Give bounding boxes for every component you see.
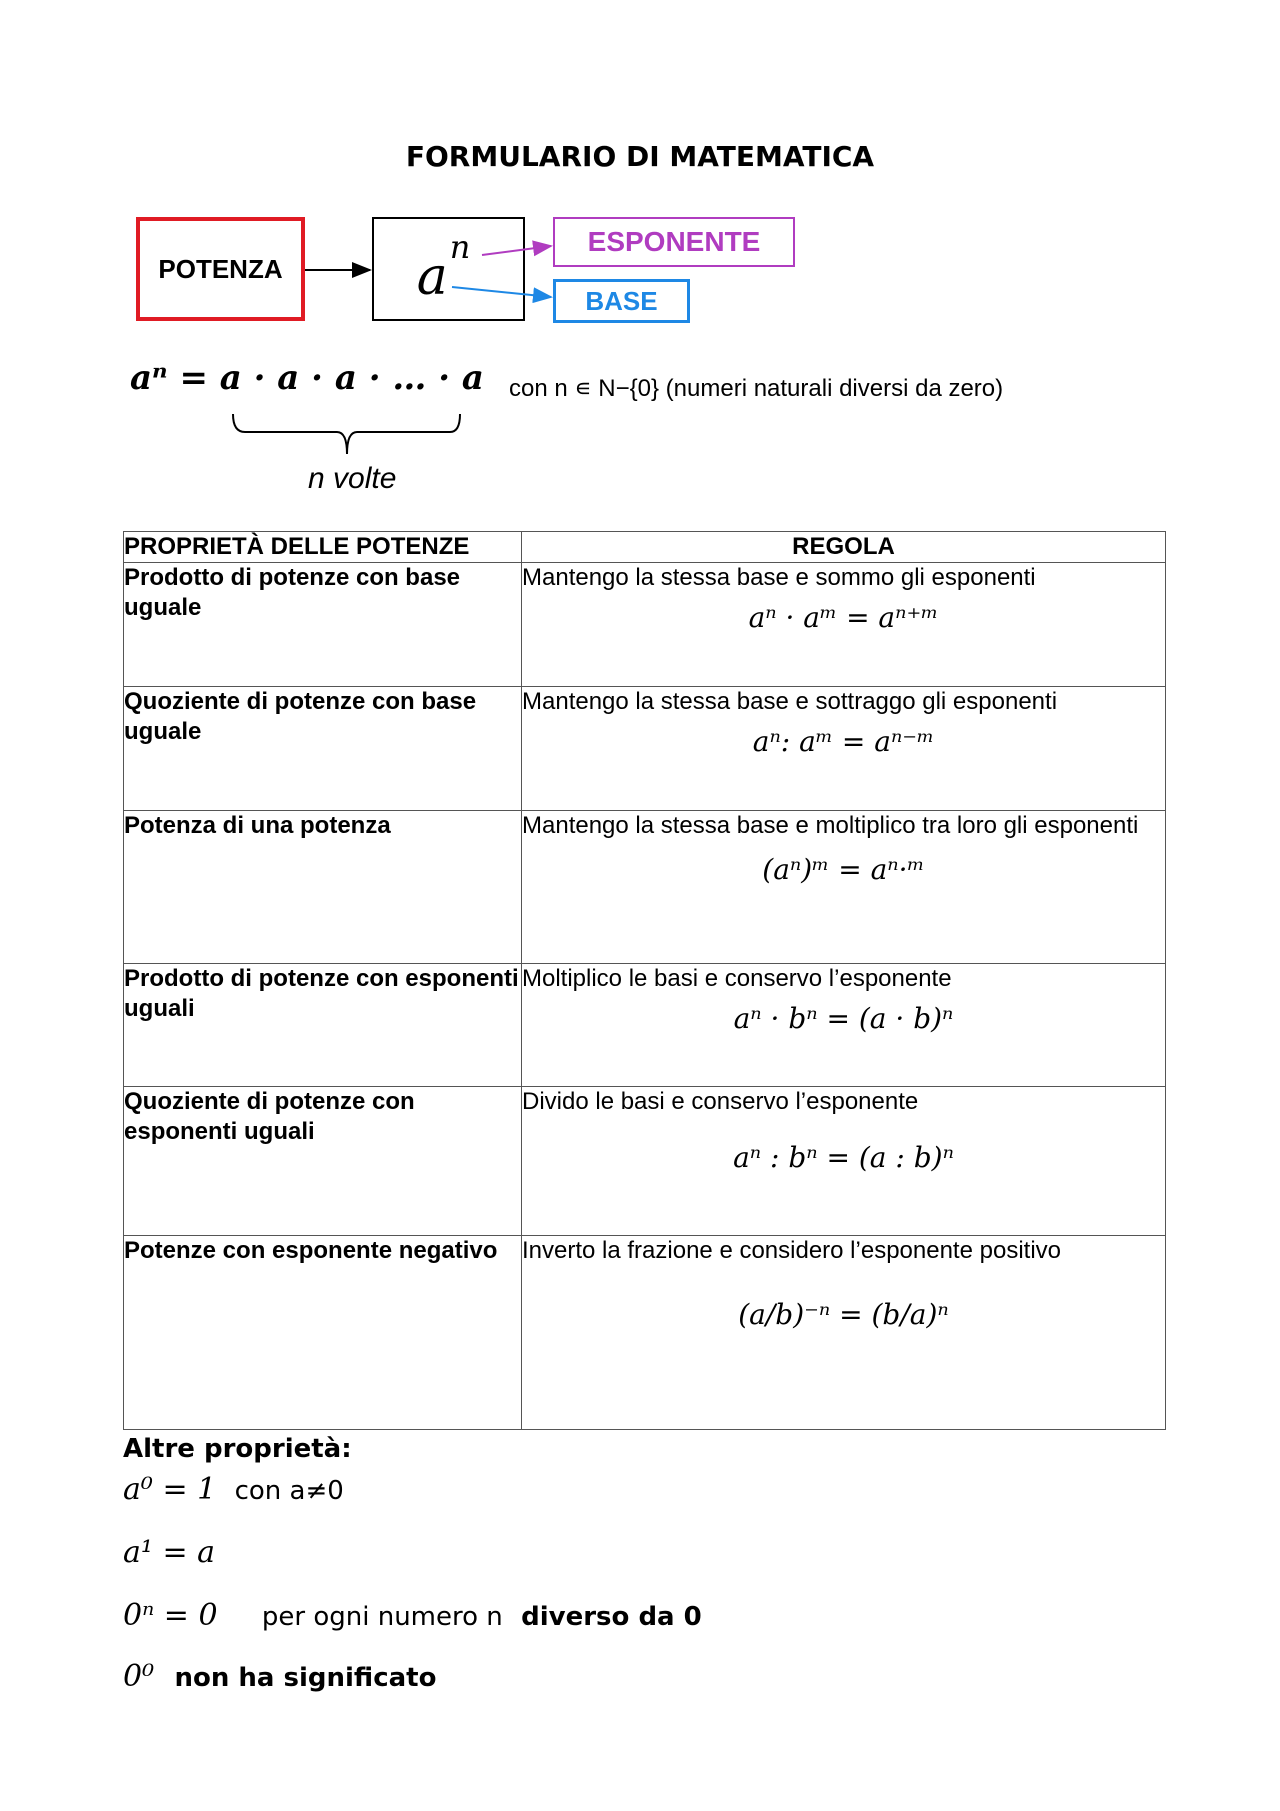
row-rule-cell [522, 563, 1166, 687]
page-title: FORMULARIO DI MATEMATICA [405, 140, 875, 173]
row-formula: (aⁿ)ᵐ = aⁿ·ᵐ [762, 853, 925, 886]
row-name: Prodotto di potenze con base uguale [124, 563, 522, 687]
row-formula: (a/b)⁻ⁿ = (b/a)ⁿ [738, 1298, 949, 1331]
table-header [124, 532, 1166, 563]
other-properties-title: Altre proprietà: [123, 1434, 352, 1464]
table-row [124, 1236, 1166, 1430]
other-bold-note: non ha significato [174, 1663, 437, 1693]
brace [225, 410, 470, 460]
row-name: Potenze con esponente negativo [124, 1236, 522, 1430]
row-rule-cell [522, 1087, 1166, 1236]
row-rule-cell [522, 1236, 1166, 1430]
diagram-arrows [0, 0, 1280, 360]
other-item [123, 1598, 702, 1633]
potenza-label: POTENZA [158, 253, 283, 284]
properties-table [123, 531, 1166, 1430]
other-note: per ogni numero n [261, 1602, 503, 1632]
row-name: Potenza di una potenza [124, 811, 522, 964]
other-item [123, 1535, 215, 1570]
definition-formula: aⁿ = a · a · a · … · a [130, 358, 484, 398]
row-rule: Moltiplico le basi e conservo l’esponente [522, 965, 952, 992]
row-formula: aⁿ: aᵐ = aⁿ⁻ᵐ [752, 725, 935, 758]
arrow-base [452, 287, 551, 297]
table-row [124, 563, 1166, 687]
table-row [124, 964, 1166, 1087]
esponente-label: ESPONENTE [587, 226, 761, 257]
row-rule: Divido le basi e conservo l’esponente [522, 1088, 919, 1115]
table-row [124, 687, 1166, 811]
other-formula: a¹ = a [123, 1535, 216, 1570]
exponent-symbol: n [449, 228, 471, 266]
arrow-esponente [482, 246, 551, 255]
brace-label: n volte [308, 462, 397, 495]
row-rule-cell [522, 687, 1166, 811]
row-rule: Inverto la frazione e considero l’esponente positivo [522, 1237, 1061, 1264]
other-formula: 0⁰ [123, 1659, 155, 1694]
other-bold-note: diverso da 0 [521, 1602, 702, 1632]
row-rule-cell [522, 811, 1166, 964]
table-row [124, 1087, 1166, 1236]
other-formula: 0ⁿ = 0 [123, 1598, 218, 1633]
row-name: Quoziente di potenze con base uguale [124, 687, 522, 811]
row-rule: Mantengo la stessa base e sottraggo gli esponenti [522, 688, 1058, 715]
row-name: Prodotto di potenze con esponenti uguali [124, 964, 522, 1087]
other-note: con a≠0 [234, 1476, 344, 1506]
base-symbol: a [416, 247, 448, 307]
other-item [123, 1472, 344, 1507]
header-property: PROPRIETÀ DELLE POTENZE [124, 532, 522, 563]
row-rule-cell [522, 964, 1166, 1087]
definition-condition: con n ∊ N−{0} (numeri naturali diversi da zero) [509, 375, 1004, 402]
other-item [123, 1659, 436, 1694]
other-formula: a⁰ = 1 [123, 1472, 217, 1507]
row-rule: Mantengo la stessa base e sommo gli esponenti [522, 564, 1036, 591]
row-formula: aⁿ : bⁿ = (a : b)ⁿ [733, 1141, 954, 1174]
base-label: BASE [585, 285, 658, 316]
row-name: Quoziente di potenze con esponenti uguali [124, 1087, 522, 1236]
header-rule: REGOLA [522, 532, 1166, 563]
table-row [124, 811, 1166, 964]
row-formula: aⁿ · aᵐ = aⁿ⁺ᵐ [748, 601, 939, 634]
row-rule: Mantengo la stessa base e moltiplico tra loro gli esponenti [522, 812, 1139, 839]
row-formula: aⁿ · bⁿ = (a · b)ⁿ [733, 1002, 954, 1035]
